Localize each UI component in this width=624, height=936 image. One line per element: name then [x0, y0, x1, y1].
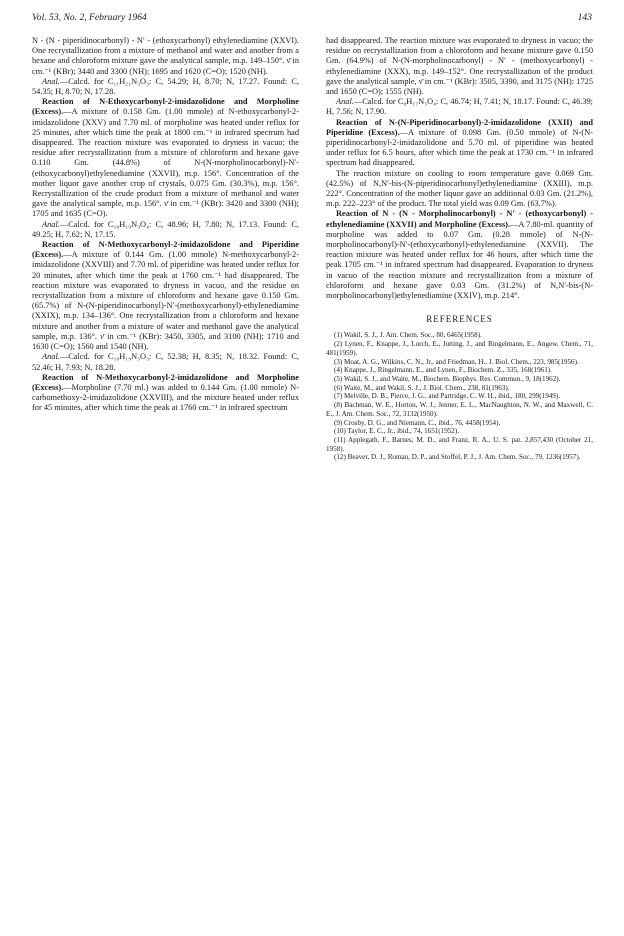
reaction-heading: Reaction of N-Methoxycarbonyl-2-imidazolidone and Piperidine (Excess). [32, 240, 299, 260]
analysis-text: —Calcd. for C₁₀H₁₉N₃O₃: C, 52.38; H, 8.35; N, 18.32. Found: C, 52.46; H, 7.93; N, 18.28. [32, 352, 299, 372]
analysis-paragraph [32, 352, 299, 372]
analysis-paragraph [32, 77, 299, 97]
reference-item: (2) Lynen, F., Knappe, J., Lorch, E., Jutting, J., and Ringelmann, E., Angew. Chem., 71, 481(1959). [326, 340, 593, 357]
reference-item: (3) Moat, A. G., Wilkins, C. N., Jr., and Friedman, H., J. Biol. Chem., 223, 985(1956). [334, 357, 579, 366]
analysis-text: —Calcd. for C₁₁H₂₁N₃O₃: C, 54.29; H, 8.70; N, 17.27. Found: C, 54.35; H, 8.70; N, 17.28. [32, 76, 299, 97]
running-head [32, 12, 592, 26]
left-column [32, 36, 299, 414]
analysis-paragraph [326, 97, 593, 117]
reference-item: (1) Wakil, S. J., J. Am. Chem. Soc., 80, 6465(1958). [334, 331, 482, 340]
reference-item: (4) Knappe, J., Ringelmann, E., and Lynen, F., Biochem. Z., 335, 168(1961). [334, 366, 552, 375]
references-list [326, 331, 593, 462]
reaction-text: —A mixture of 0.098 Gm. (0.50 mmole) of N-(N-piperidinocarbonyl-2-imidazolidone and 5.70 ml. of piperidine was heated under reflux for 6.5 hours, after which time the peak at 1730 cm.⁻¹ in infrared spectrum had disappeared. [326, 127, 593, 168]
paragraph: N - (N - piperidinocarbonyl) - N′ - (ethoxycarbonyl) ethylenediamine (XXVI). One recrystallization from a mixture of methanol and water and another from a hexane and chloroform mixture gave the analytical sample, m.p. 149–150°. ν̄ in cm.⁻¹ (KBr); 3440 and 3300 (NH); 1695 and 1620 (C=O); 1520 (NH). [32, 36, 299, 76]
anal-label: Anal. [42, 352, 60, 362]
reaction-paragraph [32, 97, 299, 219]
reference-item: (12) Beaver, D. J., Roman, D. P., and Stoffel, P. J., J. Am. Chem. Soc., 79, 1236(1957). [334, 453, 581, 462]
reaction-paragraph [326, 118, 593, 169]
reference-item: (8) Bachman, W. E., Horton, W. J., Jenner, E. L., MacNaughton, N. W., and Maxwell, C. E., J. Am. Chem. Soc., 72, 3132(1950). [326, 401, 593, 418]
reference-item: (11) Applegath, F., Barnes, M. D., and Franz, R. A., U. S. pat. 2,857,430 (October 21, 1958). [326, 435, 593, 453]
reaction-heading: Reaction of N-Ethoxycarbonyl-2-imidazolidone and Morpholine (Excess). [32, 97, 299, 117]
reference-item: (6) Waite, M., and Wakil, S. J., J. Biol. Chem., 238, 81(1963). [334, 383, 510, 392]
reference-item: (9) Crosby, D. G., and Niemann, C., ibid., 76, 4458(1954). [334, 418, 501, 427]
anal-label: Anal. [42, 219, 60, 229]
right-column [326, 36, 593, 462]
reaction-text: —A mixture of 0.158 Gm. (1.00 mmole) of N-ethoxycarbonyl-2-imidazolidone (XXV) and 7.70 ml. of morpholine was heated under reflux for 25 minutes, after which time the peak at 1800 cm.⁻¹ in infrared spectrum had disappeared. The reaction mixture was evaporated to dryness in vacuo; the residue after recrystallization from a mixture of chloroform and hexane gave 0.110 Gm. (44.8%) of N-(N-morpholinocarbonyl)-N′-(ethoxycarbonyl)ethylenediamine (XXVII), m.p. 156°. Concentration of the mother liquor gave another crop of crystals, 0.075 Gm. (30.3%), m.p. 156°. Recrystallization of the crude product from a mixture of methanol and water gave the analytical sample, m.p. 156°. ν̄ in cm.⁻¹ (KBr): 3420 and 3300 (NH); 1705 and 1635 (C=O). [32, 107, 299, 219]
analysis-text: —Calcd. for C₉H₁₇N₃O₄: C, 46.74; H, 7.41; N, 18.17. Found: C, 46.39; H, 7.56; N, 17.90. [326, 97, 593, 117]
references-heading: REFERENCES [426, 314, 493, 325]
reaction-paragraph [32, 240, 299, 352]
reference-item: (10) Taylor, E. C., Jr., ibid., 74, 1651(1952). [334, 427, 459, 436]
reaction-paragraph [326, 209, 593, 301]
reaction-text: —Morpholine (7.70 ml.) was added to 0.144 Gm. (1.00 mmole) N-carbomethoxy-2-imidazolidone (XXVIII), and the mixture heated under reflux for 45 minutes, after which time the peak at 1760 cm.⁻¹ in infrared spectrum [32, 382, 299, 413]
reaction-heading: Reaction of N-Methoxycarbonyl-2-imidazolidone and Morpholine (Excess). [32, 372, 299, 392]
reaction-heading: Reaction of N-(N-Piperidinocarbonyl)-2-imidazolidone (XXII) and Piperidine (Excess). [326, 117, 593, 137]
reference-item: (5) Wakil, S. J., and Waite, M., Biochem. Biophys. Res. Commun., 9, 18(1962). [334, 375, 561, 383]
reference-item: (7) Melville, D. B., Pierce, J. G., and Partridge, C. W. H., ibid., 180, 299(1949). [334, 392, 560, 401]
paragraph: had disappeared. The reaction mixture was evaporated to dryness in vacuo; the residue on recrystallization from a chloroform and hexane mixture gave 0.150 Gm. (64.9%) of N-(N-morpholinocarbonyl) - N′ - (methoxycarbonyl) - ethylenediamine (XXX), m.p. 149–152°. One recrystallization of the product gave the analytical sample, ν̄ in cm.⁻¹ (KBr): 3505, 3390, and 3175 (NH): 1725 and 1650 (C=O); 1555 (NH). [326, 36, 593, 97]
reaction-text: —A mixture of 0.144 Gm. (1.00 mmole) N-methoxycarbonyl-2-imidazolidone (XXVIII) and 7.70 ml. of piperidine was heated under reflux for 20 minutes, after which time the peak at 1760 cm.⁻¹ had disappeared. The reaction mixture was evaporated to dryness in vacuo, and the residue on recrystallization from a mixture of chloroform and hexane gave 0.150 Gm. (65.7%) of N-(N-piperidinocarbonyl)-N′-(methoxycarbonyl)-ethylenediamine (XXIX), m.p. 134–136°. One recrystallization from a chloroform and hexane mixture and another from a mixture of water and methanol gave the analytical sample, m.p. 136°. ν̄ in cm.⁻¹ (KBr): 3450, 3305, and 3100 (NH); 1710 and 1630 (C=O); 1560 and 1540 (NH). [32, 250, 299, 352]
anal-label: Anal. [336, 97, 354, 107]
reaction-heading: Reaction of N - (N - Morpholinocarbonyl) - N′ - (ethoxycarbonyl) - ethylenediamine (XXVII) and Morpholine (Excess). [326, 209, 593, 229]
analysis-paragraph [32, 220, 299, 240]
analysis-text: —Calcd. for C₁₀H₁₉N₃O₄: C, 48.96; H, 7.80; N, 17.13. Found: C, 49.25; H, 7.62; N, 17.15. [32, 219, 299, 239]
page-number: 143 [577, 12, 592, 23]
paragraph: The reaction mixture on cooling to room temperature gave 0.069 Gm. (42.5%) of N,N′-bis-(N-piperidinocarbonyl)ethylenediamine (XXIII), m.p. 222°. Concentration of the mother liquor gave an additional 0.03 Gm. (21.2%), m.p. 222–223° of the product. The total yield was 0.09 Gm. (63.7%). [326, 168, 593, 209]
journal-issue-label: Vol. 53, No. 2, February 1964 [32, 12, 147, 23]
anal-label: Anal. [42, 76, 60, 86]
reaction-text: —A 7.80-ml. quantity of morpholine was added to 0.07 Gm. (0.28 mmole) of N-(N-morpholinocarbonyl)-N′-(ethoxycarbonyl)-ethylenediamine (XXVII). The reaction mixture was heated under reflux for 46 hours, after which time the peak 1705 cm.⁻¹ in infrared spectrum had disappeared. Evaporation to dryness in vacuo of the reaction mixture and recrystallization from a mixture of chloroform and hexane gave 0.03 Gm. (31.2%) of N,N′-bis-(N-morpholinocarbonyl)ethylenediamine (XXIV), m.p. 214°. [326, 219, 593, 301]
reaction-paragraph [32, 373, 299, 414]
